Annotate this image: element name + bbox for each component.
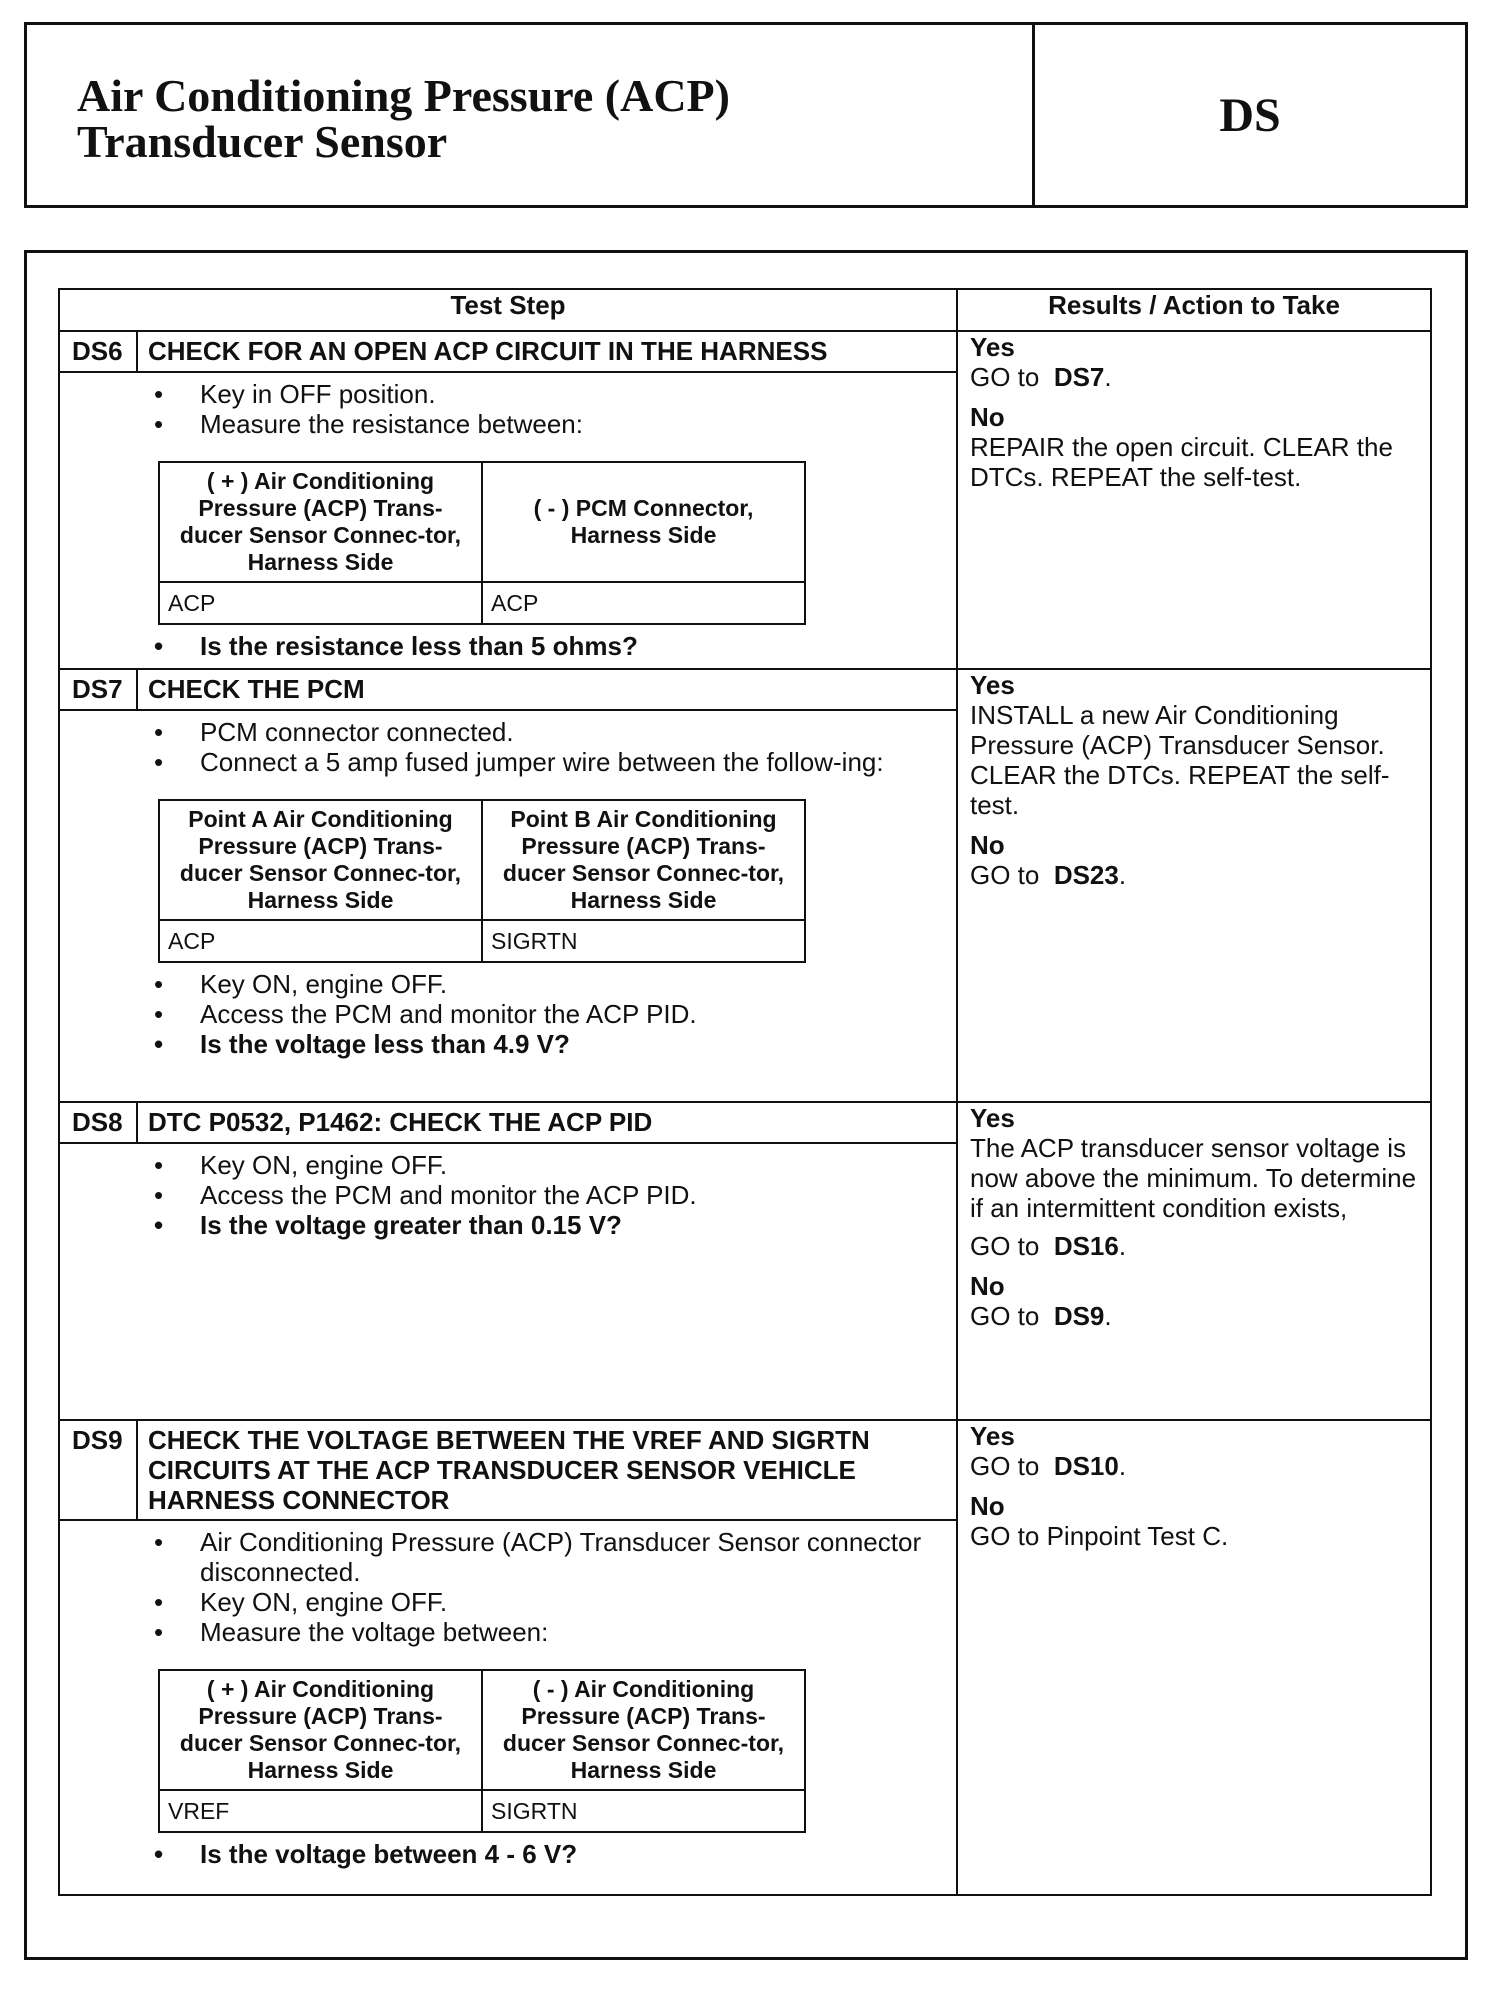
measurement-header-negative: ( - ) Air Conditioning Pressure (ACP) Trans-ducer Sensor Connec-tor, Harness Side — [482, 1670, 805, 1790]
test-question: • Is the resistance less than 5 ohms? — [150, 631, 946, 661]
measurement-header-positive: ( + ) Air Conditioning Pressure (ACP) Trans-ducer Sensor Connec-tor, Harness Side — [159, 1670, 482, 1790]
step-row-ds6 — [59, 331, 1431, 669]
no-action: REPAIR the open circuit. CLEAR the DTCs. REPEAT the self-test. — [970, 432, 1393, 492]
instruction-item: • Air Conditioning Pressure (ACP) Transducer Sensor connector disconnected. — [150, 1527, 946, 1587]
no-action: GO to Pinpoint Test C. — [970, 1521, 1229, 1551]
instruction-item: • Access the PCM and monitor the ACP PID. — [150, 1180, 946, 1210]
goto-step-link[interactable]: DS10 — [1053, 1451, 1119, 1481]
yes-goto: GO to — [970, 1231, 1040, 1261]
step-cell — [59, 1420, 957, 1895]
no-label: No — [970, 1491, 1005, 1521]
no-action: GO to — [970, 1301, 1040, 1331]
step-title: CHECK THE PCM — [148, 674, 365, 704]
point-a-header: Point A Air Conditioning Pressure (ACP) Trans-ducer Sensor Connec-tor, Harness Side — [159, 800, 482, 920]
instruction-item: • Key ON, engine OFF. — [150, 1150, 946, 1180]
step-id: DS9 — [60, 1421, 138, 1519]
measurement-value: SIGRTN — [482, 1790, 805, 1832]
step-title: DTC P0532, P1462: CHECK THE ACP PID — [148, 1107, 653, 1137]
measurement-header-negative: ( - ) PCM Connector, Harness Side — [482, 462, 805, 582]
step-id: DS6 — [60, 332, 138, 371]
instruction-item: • Measure the voltage between: — [150, 1617, 946, 1647]
instruction-list — [150, 1527, 946, 1647]
yes-action: The ACP transducer sensor voltage is now above the minimum. To determine if an intermittent condition exists, — [970, 1133, 1417, 1223]
point-b-value: SIGRTN — [482, 920, 805, 962]
step-id: DS8 — [60, 1103, 138, 1142]
no-label: No — [970, 402, 1005, 432]
measurement-table — [158, 461, 806, 625]
yes-label: Yes — [970, 1103, 1015, 1133]
instruction-item: • Access the PCM and monitor the ACP PID. — [150, 999, 946, 1029]
step-title: CHECK FOR AN OPEN ACP CIRCUIT IN THE HARNESS — [148, 336, 828, 366]
no-label: No — [970, 1271, 1005, 1301]
col-header-results: Results / Action to Take — [957, 289, 1431, 331]
no-action: GO to — [970, 860, 1040, 890]
goto-step-link[interactable]: DS9 — [1053, 1301, 1105, 1331]
step-cell — [59, 1102, 957, 1420]
instruction-list — [150, 1150, 946, 1240]
goto-step-link[interactable]: DS23 — [1053, 860, 1119, 890]
measurement-value: ACP — [159, 582, 482, 624]
instruction-item: • Measure the resistance between: — [150, 409, 946, 439]
yes-action: GO to — [970, 362, 1040, 392]
step-cell — [59, 331, 957, 669]
jumper-table — [158, 799, 806, 963]
yes-action: INSTALL a new Air Conditioning Pressure (ACP) Transducer Sensor. CLEAR the DTCs. REPEAT the self-test. — [970, 700, 1390, 820]
test-step-table — [58, 288, 1432, 1896]
point-b-header: Point B Air Conditioning Pressure (ACP) Trans-ducer Sensor Connec-tor, Harness Side — [482, 800, 805, 920]
test-question: • Is the voltage between 4 - 6 V? — [150, 1839, 946, 1869]
point-a-value: ACP — [159, 920, 482, 962]
yes-label: Yes — [970, 1421, 1015, 1451]
test-question: • Is the voltage less than 4.9 V? — [150, 1029, 946, 1059]
title-line-2: Transducer Sensor — [77, 116, 448, 167]
yes-label: Yes — [970, 332, 1015, 362]
table-header-row — [59, 289, 1431, 331]
instruction-item: • Key ON, engine OFF. — [150, 1587, 946, 1617]
step-cell — [59, 669, 957, 1102]
instruction-list — [150, 717, 946, 777]
step-row-ds7 — [59, 669, 1431, 1102]
measurement-value: ACP — [482, 582, 805, 624]
step-id: DS7 — [60, 670, 138, 709]
section-code: DS — [1219, 88, 1281, 142]
test-question: • Is the voltage greater than 0.15 V? — [150, 1210, 946, 1240]
no-label: No — [970, 830, 1005, 860]
instruction-item: • Connect a 5 amp fused jumper wire between the follow-ing: — [150, 747, 946, 777]
result-cell: Yes GO to DS10. No GO to Pinpoint Test C. — [957, 1420, 1431, 1895]
goto-step-link[interactable]: DS7 — [1053, 362, 1105, 392]
instruction-item: • Key in OFF position. — [150, 379, 946, 409]
result-cell: Yes GO to DS7. No REPAIR the open circuit. CLEAR the DTCs. REPEAT the self-test. — [957, 331, 1431, 669]
page-header — [24, 22, 1468, 208]
step-title: CHECK THE VOLTAGE BETWEEN THE VREF AND SIGRTN CIRCUITS AT THE ACP TRANSDUCER SENSOR VEHICLE HARNESS CONNECTOR — [148, 1425, 870, 1515]
instruction-item: • PCM connector connected. — [150, 717, 946, 747]
instruction-list — [150, 379, 946, 439]
yes-label: Yes — [970, 670, 1015, 700]
col-header-test-step: Test Step — [59, 289, 957, 331]
measurement-header-positive: ( + ) Air Conditioning Pressure (ACP) Trans-ducer Sensor Connec-tor, Harness Side — [159, 462, 482, 582]
yes-action: GO to — [970, 1451, 1040, 1481]
step-row-ds9 — [59, 1420, 1431, 1895]
step-row-ds8 — [59, 1102, 1431, 1420]
page-title — [27, 25, 1035, 205]
title-line-1: Air Conditioning Pressure (ACP) — [77, 70, 730, 121]
instruction-item: • Key ON, engine OFF. — [150, 969, 946, 999]
result-cell: Yes The ACP transducer sensor voltage is now above the minimum. To determine if an intermittent condition exists, GO to DS16. No GO to DS9. — [957, 1102, 1431, 1420]
measurement-table — [158, 1669, 806, 1833]
result-cell: Yes INSTALL a new Air Conditioning Pressure (ACP) Transducer Sensor. CLEAR the DTCs. REPEAT the self-test. No GO to DS23. — [957, 669, 1431, 1102]
measurement-value: VREF — [159, 1790, 482, 1832]
goto-step-link[interactable]: DS16 — [1053, 1231, 1119, 1261]
